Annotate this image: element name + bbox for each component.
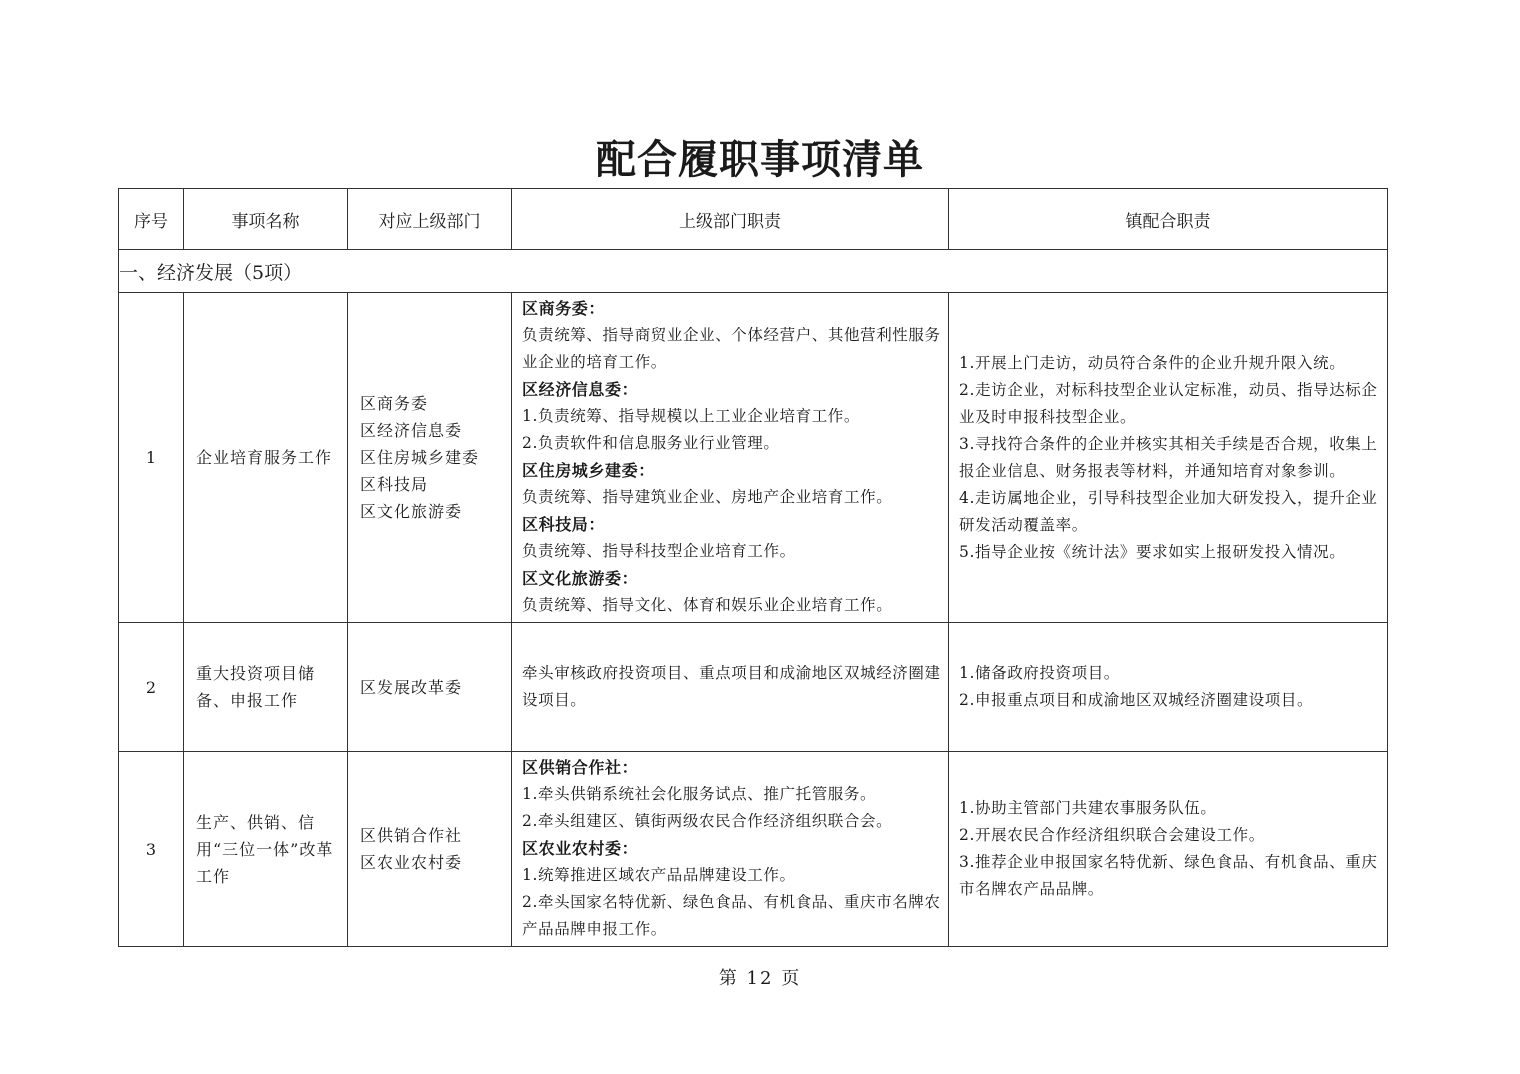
town-line: 1.开展上门走访，动员符合条件的企业升规升限入统。 bbox=[959, 353, 1346, 372]
header-dept: 对应上级部门 bbox=[348, 189, 512, 250]
section-row bbox=[119, 250, 1388, 293]
dept-item: 区文化旅游委 bbox=[360, 502, 463, 521]
header-town: 镇配合职责 bbox=[949, 189, 1388, 250]
cell-duty bbox=[512, 623, 949, 752]
table-header-row bbox=[119, 189, 1388, 250]
dept-item: 区农业农村委 bbox=[360, 853, 463, 872]
dept-item: 区住房城乡建委 bbox=[360, 448, 480, 467]
section-close: ） bbox=[283, 261, 303, 284]
duty-org: 区供销合作社： bbox=[522, 758, 639, 777]
duty-org: 区住房城乡建委： bbox=[522, 461, 655, 480]
duty-org: 区农业农村委： bbox=[522, 839, 639, 858]
duty-line: 2.牵头国家名特优新、绿色食品、有机食品、重庆市名牌农产品品牌申报工作。 bbox=[522, 893, 941, 938]
header-duty: 上级部门职责 bbox=[512, 189, 949, 250]
duty-table bbox=[118, 188, 1388, 947]
cell-seq: 3 bbox=[119, 752, 184, 947]
cell-town bbox=[949, 293, 1388, 623]
town-line: 3.寻找符合条件的企业并核实其相关手续是否合规，收集上报企业信息、财务报表等材料，并通知培育对象参训。 bbox=[959, 434, 1378, 480]
duty-line: 2.负责软件和信息服务业行业管理。 bbox=[522, 434, 780, 452]
duty-org: 区文化旅游委： bbox=[522, 569, 639, 588]
section-label: 一、经济发展（ bbox=[119, 261, 253, 284]
cell-town bbox=[949, 752, 1388, 947]
cell-seq: 1 bbox=[119, 293, 184, 623]
page-number-suffix: 页 bbox=[781, 968, 802, 989]
town-line: 2.开展农民合作经济组织联合会建设工作。 bbox=[959, 826, 1265, 844]
duty-org: 区经济信息委： bbox=[522, 380, 639, 399]
cell-name: 企业培育服务工作 bbox=[184, 293, 348, 623]
cell-dept bbox=[348, 623, 512, 752]
town-line: 1.储备政府投资项目。 bbox=[959, 664, 1120, 682]
dept-item: 区经济信息委 bbox=[360, 421, 463, 440]
cell-dept bbox=[348, 752, 512, 947]
section-count: 5项 bbox=[252, 261, 284, 284]
duty-line: 负责统筹、指导商贸业企业、个体经营户、其他营利性服务业企业的培育工作。 bbox=[522, 326, 941, 371]
dept-item: 区科技局 bbox=[360, 475, 429, 494]
dept-item: 区供销合作社 bbox=[360, 826, 463, 845]
town-line: 1.协助主管部门共建农事服务队伍。 bbox=[959, 799, 1217, 817]
section-heading bbox=[119, 250, 1388, 293]
duty-line: 1.负责统筹、指导规模以上工业企业培育工作。 bbox=[522, 407, 860, 425]
town-line: 3.推荐企业申报国家名特优新、绿色食品、有机食品、重庆市名牌农产品品牌。 bbox=[959, 853, 1378, 898]
duty-org: 区商务委： bbox=[522, 299, 606, 318]
table-row bbox=[119, 623, 1388, 752]
cell-town bbox=[949, 623, 1388, 752]
dept-item: 区商务委 bbox=[360, 394, 429, 413]
duty-line: 负责统筹、指导建筑业企业、房地产企业培育工作。 bbox=[522, 488, 893, 506]
cell-duty bbox=[512, 293, 949, 623]
duty-line: 负责统筹、指导文化、体育和娱乐业企业培育工作。 bbox=[522, 596, 893, 614]
town-line: 4.走访属地企业，引导科技型企业加大研发投入，提升企业研发活动覆盖率。 bbox=[959, 488, 1378, 534]
table-row bbox=[119, 293, 1388, 623]
duty-line: 2.牵头组建区、镇街两级农民合作经济组织联合会。 bbox=[522, 812, 893, 830]
cell-name: 重大投资项目储备、申报工作 bbox=[184, 623, 348, 752]
header-seq: 序号 bbox=[119, 189, 184, 250]
duty-line: 1.统筹推进区域农产品品牌建设工作。 bbox=[522, 866, 796, 884]
town-line: 5.指导企业按《统计法》要求如实上报研发投入情况。 bbox=[959, 542, 1346, 561]
cell-dept bbox=[348, 293, 512, 623]
duty-line: 负责统筹、指导科技型企业培育工作。 bbox=[522, 542, 796, 560]
header-name: 事项名称 bbox=[184, 189, 348, 250]
cell-seq: 2 bbox=[119, 623, 184, 752]
page-number-prefix: 第 bbox=[718, 968, 739, 989]
town-line: 2.走访企业，对标科技型企业认定标准，动员、指导达标企业及时申报科技型企业。 bbox=[959, 380, 1378, 426]
cell-name: 生产、供销、信用“三位一体”改革工作 bbox=[184, 752, 348, 947]
duty-line: 牵头审核政府投资项目、重点项目和成渝地区双城经济圈建设项目。 bbox=[522, 664, 941, 709]
table-row bbox=[119, 752, 1388, 947]
town-line: 2.申报重点项目和成渝地区双城经济圈建设项目。 bbox=[959, 691, 1314, 709]
page-title: 配合履职事项清单 bbox=[596, 136, 924, 183]
duty-org: 区科技局： bbox=[522, 515, 606, 534]
page-number-value: 12 bbox=[746, 968, 774, 989]
cell-duty bbox=[512, 752, 949, 947]
dept-item: 区发展改革委 bbox=[360, 677, 463, 697]
duty-line: 1.牵头供销系统社会化服务试点、推广托管服务。 bbox=[522, 785, 877, 803]
page-number bbox=[0, 964, 1520, 990]
